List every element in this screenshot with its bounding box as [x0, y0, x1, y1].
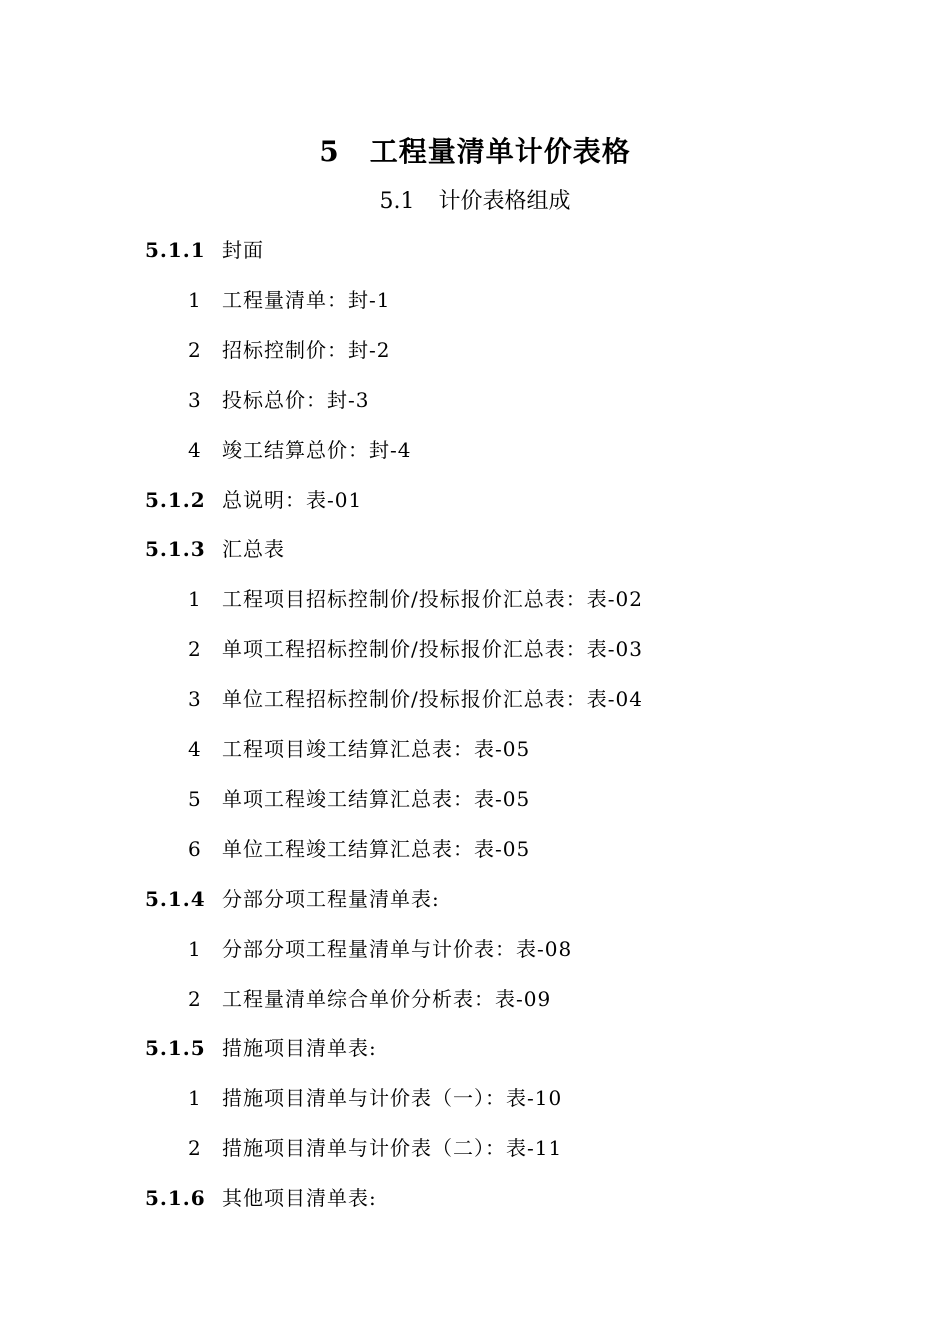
subsection-number: 5.1.4	[145, 887, 206, 911]
item-number: 2	[188, 987, 201, 1011]
item-number: 6	[188, 837, 201, 861]
item-number: 1	[188, 937, 201, 961]
chapter-title-text: 工程量清单计价表格	[369, 135, 631, 168]
subsection-number: 5.1.6	[145, 1186, 206, 1210]
item-text: 招标控制价：封-2	[222, 338, 391, 362]
chapter-number: 5	[319, 135, 340, 168]
subsection-number: 5.1.5	[145, 1036, 206, 1060]
item-number: 3	[188, 388, 201, 412]
subsection-title: 其他项目清单表:	[222, 1186, 377, 1210]
subsection-title: 措施项目清单表:	[222, 1036, 377, 1060]
item-text: 措施项目清单与计价表（二）：表-11	[222, 1136, 563, 1160]
item-text: 单位工程竣工结算汇总表：表-05	[222, 837, 531, 861]
subsection-title: 总说明：表-01	[222, 488, 363, 512]
chapter-title	[0, 130, 950, 170]
item-text: 单项工程竣工结算汇总表：表-05	[222, 787, 531, 811]
item-text: 工程项目竣工结算汇总表：表-05	[222, 737, 531, 761]
item-text: 单位工程招标控制价/投标报价汇总表：表-04	[222, 687, 643, 711]
section-title-text: 计价表格组成	[438, 189, 571, 214]
item-text: 工程量清单：封-1	[222, 288, 391, 312]
item-number: 2	[188, 1136, 201, 1160]
section-number: 5.1	[379, 189, 415, 214]
subsection-number: 5.1.1	[145, 238, 206, 262]
item-number: 4	[188, 737, 201, 761]
item-number: 3	[188, 687, 201, 711]
item-number: 1	[188, 587, 201, 611]
subsection-title: 封面	[222, 238, 264, 262]
item-text: 措施项目清单与计价表（一）：表-10	[222, 1086, 563, 1110]
item-number: 2	[188, 338, 201, 362]
item-text: 工程量清单综合单价分析表：表-09	[222, 987, 552, 1011]
item-number: 1	[188, 288, 201, 312]
item-text: 工程项目招标控制价/投标报价汇总表：表-02	[222, 587, 643, 611]
item-text: 分部分项工程量清单与计价表：表-08	[222, 937, 573, 961]
item-number: 4	[188, 438, 201, 462]
subsection-title: 汇总表	[222, 537, 285, 561]
item-number: 2	[188, 637, 201, 661]
item-number: 5	[188, 787, 201, 811]
item-number: 1	[188, 1086, 201, 1110]
subsection-title: 分部分项工程量清单表:	[222, 887, 440, 911]
item-text: 投标总价：封-3	[222, 388, 370, 412]
item-text: 单项工程招标控制价/投标报价汇总表：表-03	[222, 637, 643, 661]
subsection-number: 5.1.3	[145, 537, 206, 561]
subsection-number: 5.1.2	[145, 488, 206, 512]
section-title	[0, 184, 950, 215]
item-text: 竣工结算总价：封-4	[222, 438, 412, 462]
